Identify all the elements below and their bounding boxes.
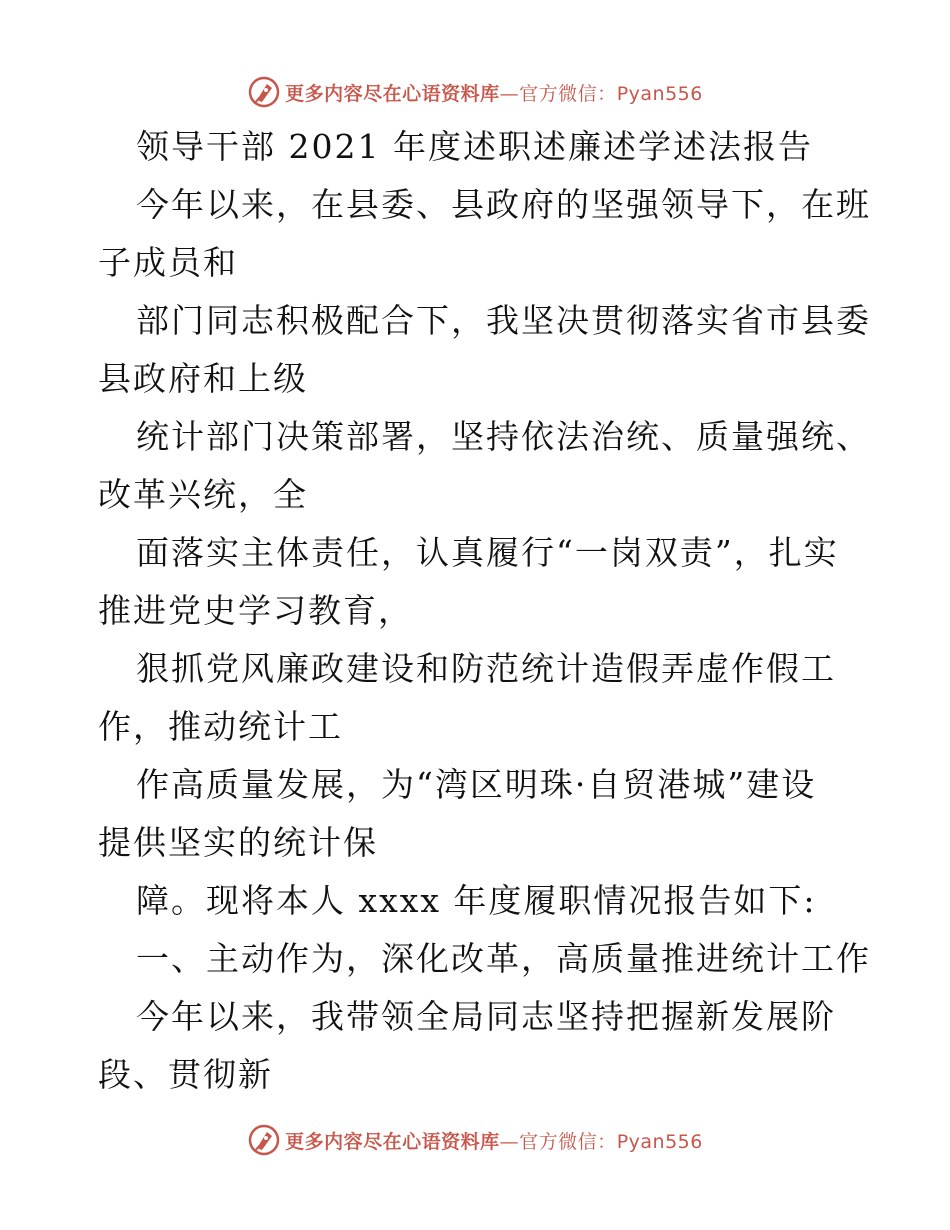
watermark-text (285, 1127, 703, 1154)
watermark-dash: — (499, 1130, 520, 1153)
section-heading: 一、主动作为，深化改革，高质量推进统计工作 (136, 939, 871, 978)
paragraph-line: 今年以来，在县委、县政府的坚强领导下，在班 (136, 185, 871, 224)
paragraph-line: 改革兴统，全 (98, 475, 308, 514)
pen-nib-logo-icon (247, 75, 281, 109)
paragraph-line: 障。现将本人 xxxx 年度履职情况报告如下: (136, 881, 817, 920)
paragraph-line: 推进党史学习教育， (98, 591, 413, 630)
paragraph-line: 作，推动统计工 (98, 707, 343, 746)
header-watermark (0, 72, 950, 112)
watermark-wechat-label: 官方微信： (519, 82, 617, 105)
paragraph-line: 狠抓党风廉政建设和防范统计造假弄虚作假工 (136, 649, 836, 688)
paragraph-line: 段、贯彻新 (98, 1055, 273, 1094)
watermark-main-text: 更多内容尽在心语资料库 (285, 1130, 500, 1153)
paragraph-line: 面落实主体责任，认真履行“一岗双责”，扎实 (136, 533, 839, 572)
watermark-wechat-label: 官方微信： (519, 1130, 617, 1153)
footer-watermark (0, 1120, 950, 1160)
watermark-wechat-id: Pyan556 (616, 82, 703, 105)
paragraph-line: 统计部门决策部署，坚持依法治统、质量强统、 (136, 417, 871, 456)
pen-nib-logo-icon (247, 1123, 281, 1157)
document-body (98, 118, 871, 1104)
paragraph-line: 今年以来，我带领全局同志坚持把握新发展阶 (136, 997, 836, 1036)
watermark-main-text: 更多内容尽在心语资料库 (285, 82, 500, 105)
paragraph-line: 作高质量发展，为“湾区明珠·自贸港城”建设 (136, 765, 817, 804)
watermark-text (285, 79, 703, 106)
document-title: 领导干部 2021 年度述职述廉述学述法报告 (136, 127, 813, 166)
paragraph-line: 县政府和上级 (98, 359, 308, 398)
paragraph-line: 部门同志积极配合下，我坚决贯彻落实省市县委 (136, 301, 871, 340)
watermark-wechat-id: Pyan556 (616, 1130, 703, 1153)
watermark-dash: — (499, 82, 520, 105)
paragraph-line: 子成员和 (98, 243, 238, 282)
paragraph-line: 提供坚实的统计保 (98, 823, 378, 862)
